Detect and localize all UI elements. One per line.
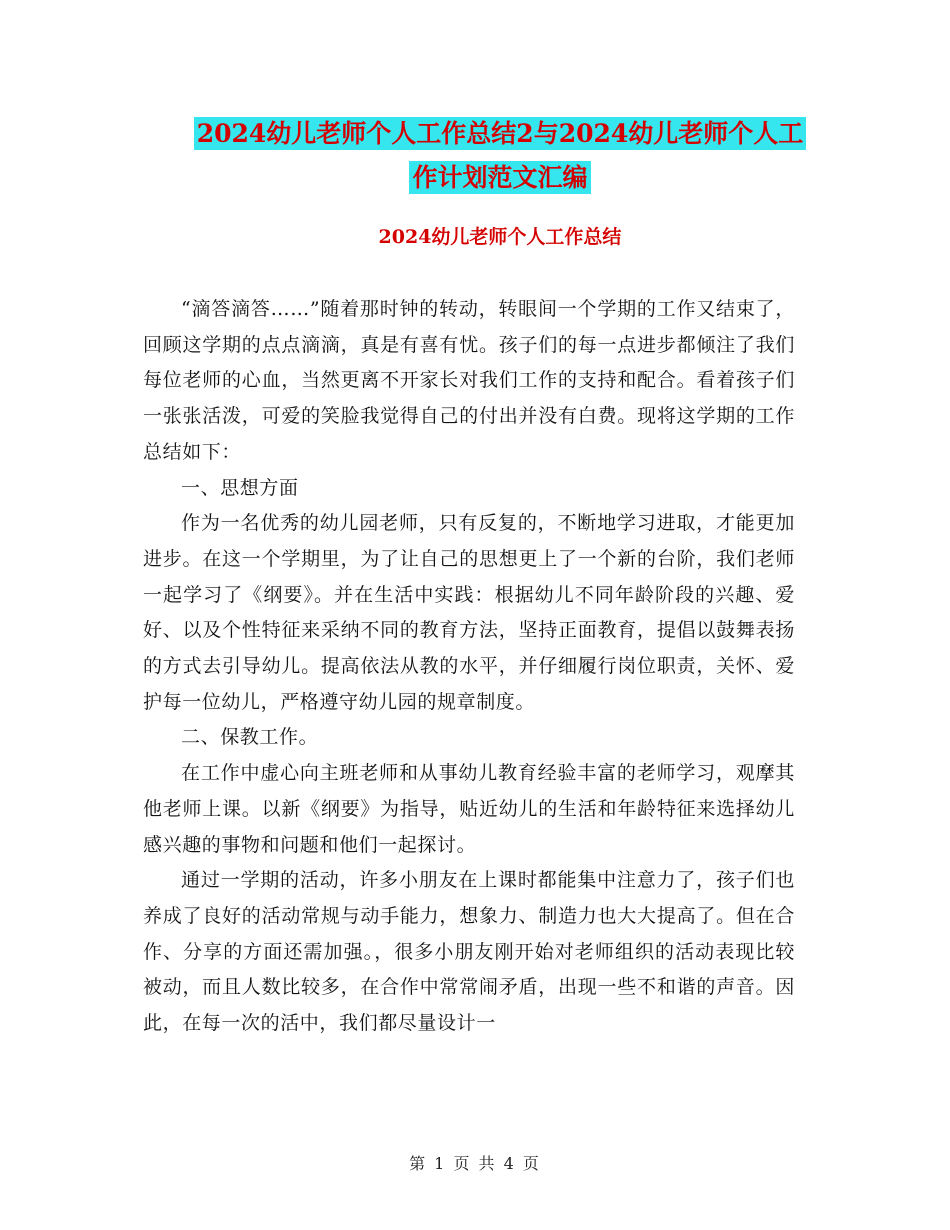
document-title-line1: 2024幼儿老师个人工作总结2与2024幼儿老师个人工 <box>194 117 807 150</box>
page-footer: 第 1 页 共 4 页 <box>409 1154 541 1173</box>
section-title: 2024幼儿老师个人工作总结 <box>378 226 622 248</box>
heading-thought: 一、思想方面 <box>181 476 299 499</box>
document-title-line2: 作计划范文汇编 <box>409 161 590 194</box>
paragraph-intro: “滴答滴答……”随着那时钟的转动，转眼间一个学期的工作又结束了，回顾这学期的点点滴滴，真是有喜有忧。孩子们的每一点进步都倾注了我们每位老师的心血，当然更离不开家长对我们工作的支持和配合。看着孩子们一张张活泼，可爱的笑脸我觉得自己的付出并没有白费。现将这学期的工作总结如下： <box>143 298 795 463</box>
document-title <box>140 112 860 200</box>
paragraph-teaching: 在工作中虚心向主班老师和从事幼儿教育经验丰富的老师学习，观摩其他老师上课。以新《纲要》为指导，贴近幼儿的生活和年龄特征来选择幼儿感兴趣的事物和问题和他们一起探讨。 <box>143 762 795 856</box>
document-body <box>143 292 795 1042</box>
paragraph-activities: 通过一学期的活动，许多小朋友在上课时都能集中注意力了，孩子们也养成了良好的活动常规与动手能力，想象力、制造力也大大提高了。但在合作、分享的方面还需加强。，很多小朋友刚开始对老师组织的活动表现比较被动，而且人数比较多，在合作中常常闹矛盾，出现一些不和谐的声音。因此，在每一次的活中，我们都尽量设计一 <box>143 869 795 1035</box>
heading-teaching: 二、保教工作。 <box>181 726 319 749</box>
paragraph-thought: 作为一名优秀的幼儿园老师，只有反复的，不断地学习进取，才能更加进步。在这一个学期里，为了让自己的思想更上了一个新的台阶，我们老师一起学习了《纲要》。并在生活中实践：根据幼儿不同年龄阶段的兴趣、爱好、以及个性特征来采纳不同的教育方法，坚持正面教育，提倡以鼓舞表扬的方式去引导幼儿。提高依法从教的水平，并仔细履行岗位职责，关怀、爱护每一位幼儿，严格遵守幼儿园的规章制度。 <box>143 512 795 713</box>
